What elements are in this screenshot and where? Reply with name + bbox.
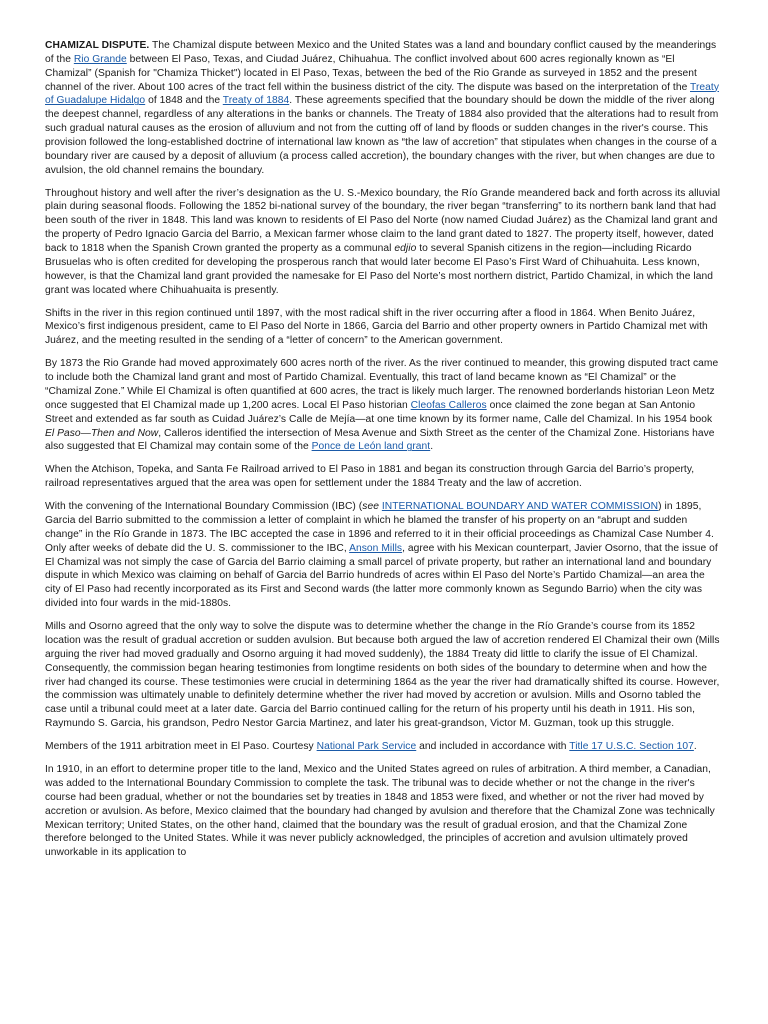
paragraph-text: of 1848 and the [145, 95, 223, 107]
article-body [45, 39, 722, 860]
paragraph-6 [45, 500, 722, 611]
link-treaty-of-1884[interactable]: Treaty of 1884 [222, 95, 290, 107]
link-rio-grande[interactable]: Rio Grande [73, 53, 127, 65]
paragraph-text: When the Atchison, Topeka, and Santa Fe Railroad arrived to El Paso in 1881 and began its construction through Garcia del Barrio’s property, railroad representatives argued that the area was open for settlement under the 1884 Treaty and the law of accretion. [45, 464, 695, 490]
paragraph-4 [45, 357, 722, 454]
paragraph-text: Shifts in the river in this region continued until 1897, with the most radical shift in the river occurring after a flood in 1864. When Benito Juárez, Mexico’s first indigenous president, came to El Paso del Norte in 1866, Garcia del Barrio and other property owners in Partido Chamizal met with Juárez, and the meeting resulted in the sending of a “letter of concern” to the American government. [45, 307, 708, 347]
paragraph-text: . [430, 441, 434, 453]
link-title-17-u-s-c-section-107[interactable]: Title 17 U.S.C. Section 107 [569, 741, 694, 753]
article-title: CHAMIZAL DISPUTE. [45, 40, 150, 51]
paragraph-9 [45, 763, 722, 860]
paragraph-text: . These agreements specified that the boundary should be down the middle of the river along the deepest channel, regardless of any alterations in the banks or channels. The Treaty of 1884 also provided that the alterations had to result from such gradual natural causes as the erosion of alluvium and not from the cutting off of land by floods or sudden changes in the river's course. This provision followed the long-established doctrine of international law known as “the law of accretion” that stipulates when changes in the course of a boundary river are caused by a deposit of alluvium (a process called accretion), the boundary changes with the river, but when changes are due to avulsion, the old channel remains the boundary. [45, 95, 719, 176]
paragraph-text: Members of the 1911 arbitration meet in El Paso. Courtesy [45, 741, 317, 753]
paragraph-8 [45, 740, 722, 754]
paragraph-text: , Calleros identified the intersection of Mesa Avenue and Sixth Street as the center of the Chamizal Zone. Historians have also suggested that El Chamizal may contain some of the [45, 427, 715, 453]
paragraph-text: , agree with his Mexican counterpart, Javier Osorno, that the issue of El Chamizal was not simply the case of Garcia del Barrio claiming a small parcel of private property, but rather an international land and boundary dispute in which Mexico was claiming on behalf of Garcia del Barrio hundreds of acres within El Paso del Norte’s Partido Chamizal—an area the city of El Paso had recently incorporated as its First and Second wards (the latter more commonly known as Segundo Barrio) when the city was divided into four wards in the mid-1880s. [45, 542, 718, 610]
paragraph-text: In 1910, in an effort to determine proper title to the land, Mexico and the United States agreed on rules of arbitration. A third member, a Canadian, was added to the International Boundary Commission to complete the task. The tribunal was to decide whether or not the change in the river's course had been gradual, whether or not the boundaries set by treaties in 1848 and 1853 were fixed, and whether or not the river had moved by accretion or avulsion. As before, Mexico claimed that the boundary had changed by avulsion and therefore that the Chamizal Zone was technically Mexican territory; United States, on the other hand, claimed that the boundary was the result of gradual erosion, and that the Chamizal Zone therefore belonged to the United States. While it was never publicly acknowledged, the principles of accretion and avulsion ultimately proved unworkable in its application to [45, 764, 715, 859]
paragraph-text: By 1873 the Rio Grande had moved approximately 600 acres north of the river. As the river continued to meander, this growing disputed tract came to include both the Chamizal land grant and most of Partido Chamizal. Eventually, this tract of land became known as “El Chamizal” or the “Chamizal Zone.” While El Chamizal is often quantified at 600 acres, the tract is likely much larger. The renowned borderlands historian Leon Metz once suggested that El Chamizal made up 1,200 acres. Local El Paso historian [45, 358, 719, 411]
paragraph-text: between El Paso, Texas, and Ciudad Juárez, Chihuahua. The conflict involved about 600 acres regionally known as “El Chamizal” (Spanish for "Chamiza Thicket") located in El Paso, Texas, between the bed of the Rio Grande as surveyed in 1852 and the present channel of the river. About 100 acres of the tract fell within the business district of the city. The dispute was based on the interpretation of the [45, 53, 697, 93]
link-cleofas-calleros[interactable]: Cleofas Calleros [410, 399, 487, 411]
paragraph-3 [45, 307, 722, 349]
paragraph-text: to several Spanish citizens in the region—including Ricardo Brusuelas who is often credited for developing the prosperous ranch that would later become El Paso’s First Ward of Chihuahuita. Less known, however, is that the Chamizal land grant provided the namesake for El Paso del Norte’s most northern district, Partido Chamizal, in which the land grant was located where Chihuahuaita is presently. [45, 243, 713, 296]
paragraph-text: With the convening of the International Boundary Commission (IBC) ( [45, 501, 363, 513]
italic-text: see [362, 501, 379, 513]
paragraph-text: Mills and Osorno agreed that the only way to solve the dispute was to determine whether the change in the Río Grande’s course from its 1852 location was the result of gradual accretion or sudden avulsion. But because both argued the law of accretion rendered El Chamizal their own (Mills arguing the river had moved gradually and Osorno arguing it had moved suddenly), the 1884 Treaty did little to clarify the issue of El Chamizal. Consequently, the commission began hearing testimonies from longtime residents on both sides of the boundary to determine when and how the river had changed its course. These testimonies were crucial in determining 1864 as the year the river had dramatically shifted its course. However, the commission was ultimately unable to definitely determine whether the river had moved by accretion or avulsion. Mills and Osorno tabled the case until a tribunal could meet at a later date. Garcia del Barrio continued calling for the return of his property until his death in 1911. His son, Raymundo S. Garcia, his grandson, Pedro Nestor Garcia Martinez, and later his great-grandson, Victor M. Guzman, took up this struggle. [45, 621, 720, 730]
link-international-boundary-and-water-commission[interactable]: INTERNATIONAL BOUNDARY AND WATER COMMISSION [381, 501, 659, 513]
paragraph-7 [45, 620, 722, 731]
link-anson-mills[interactable]: Anson Mills [349, 542, 403, 554]
italic-text: edjio [394, 243, 417, 254]
paragraph-text: The Chamizal dispute between Mexico and the United States was a land and boundary conflict caused by the meanderings of the [45, 40, 717, 65]
paragraph-text: . [693, 741, 697, 753]
paragraph-2 [45, 187, 722, 298]
paragraph-text: Throughout history and well after the river’s designation as the U. S.-Mexico boundary, the Río Grande meandered back and forth across its alluvial plain during seasonal floods. Following the 1852 bi-national survey of the boundary, the river began “transferring” to its northern bank land that had been south of the river in 1848. This land was known to residents of El Paso del Norte (now named Ciudad Juárez) as the Chamizal land grant and the property of Pedro Ignacio Garcia del Barrio, a Mexican farmer whose claim to the land grant dated to 1827. The property itself, however, dated back to 1818 when the Spanish Crown granted the property as a communal [45, 187, 721, 254]
italic-text: El Paso—Then and Now [45, 427, 159, 439]
paragraph-text: ) in 1895, Garcia del Barrio submitted to the commission a letter of complaint in which he blamed the transfer of his property on an “abrupt and sudden change” in the Río Grande in 1873. The IBC accepted the case in 1896 and referred to it in their official proceedings as Chamizal Case Number 4. Only after weeks of debate did the U. S. commissioner to the IBC, [45, 501, 714, 554]
link-national-park-service[interactable]: National Park Service [316, 741, 417, 753]
paragraph-text: once claimed the zone began at San Antonio Street and extended as far south as Cuidad Juárez’s Calle de Mejía—at one time known by its former name, Calle del Chamizal. In his 1954 book [45, 399, 713, 425]
paragraph-1 [45, 39, 722, 177]
link-ponce-de-le-n-land-grant[interactable]: Ponce de León land grant [311, 441, 431, 453]
paragraph-5 [45, 463, 722, 491]
paragraph-text: and included in accordance with [416, 741, 570, 753]
link-treaty-of-guadalupe-hidalgo[interactable]: Treaty of Guadalupe Hidalgo [45, 81, 719, 107]
